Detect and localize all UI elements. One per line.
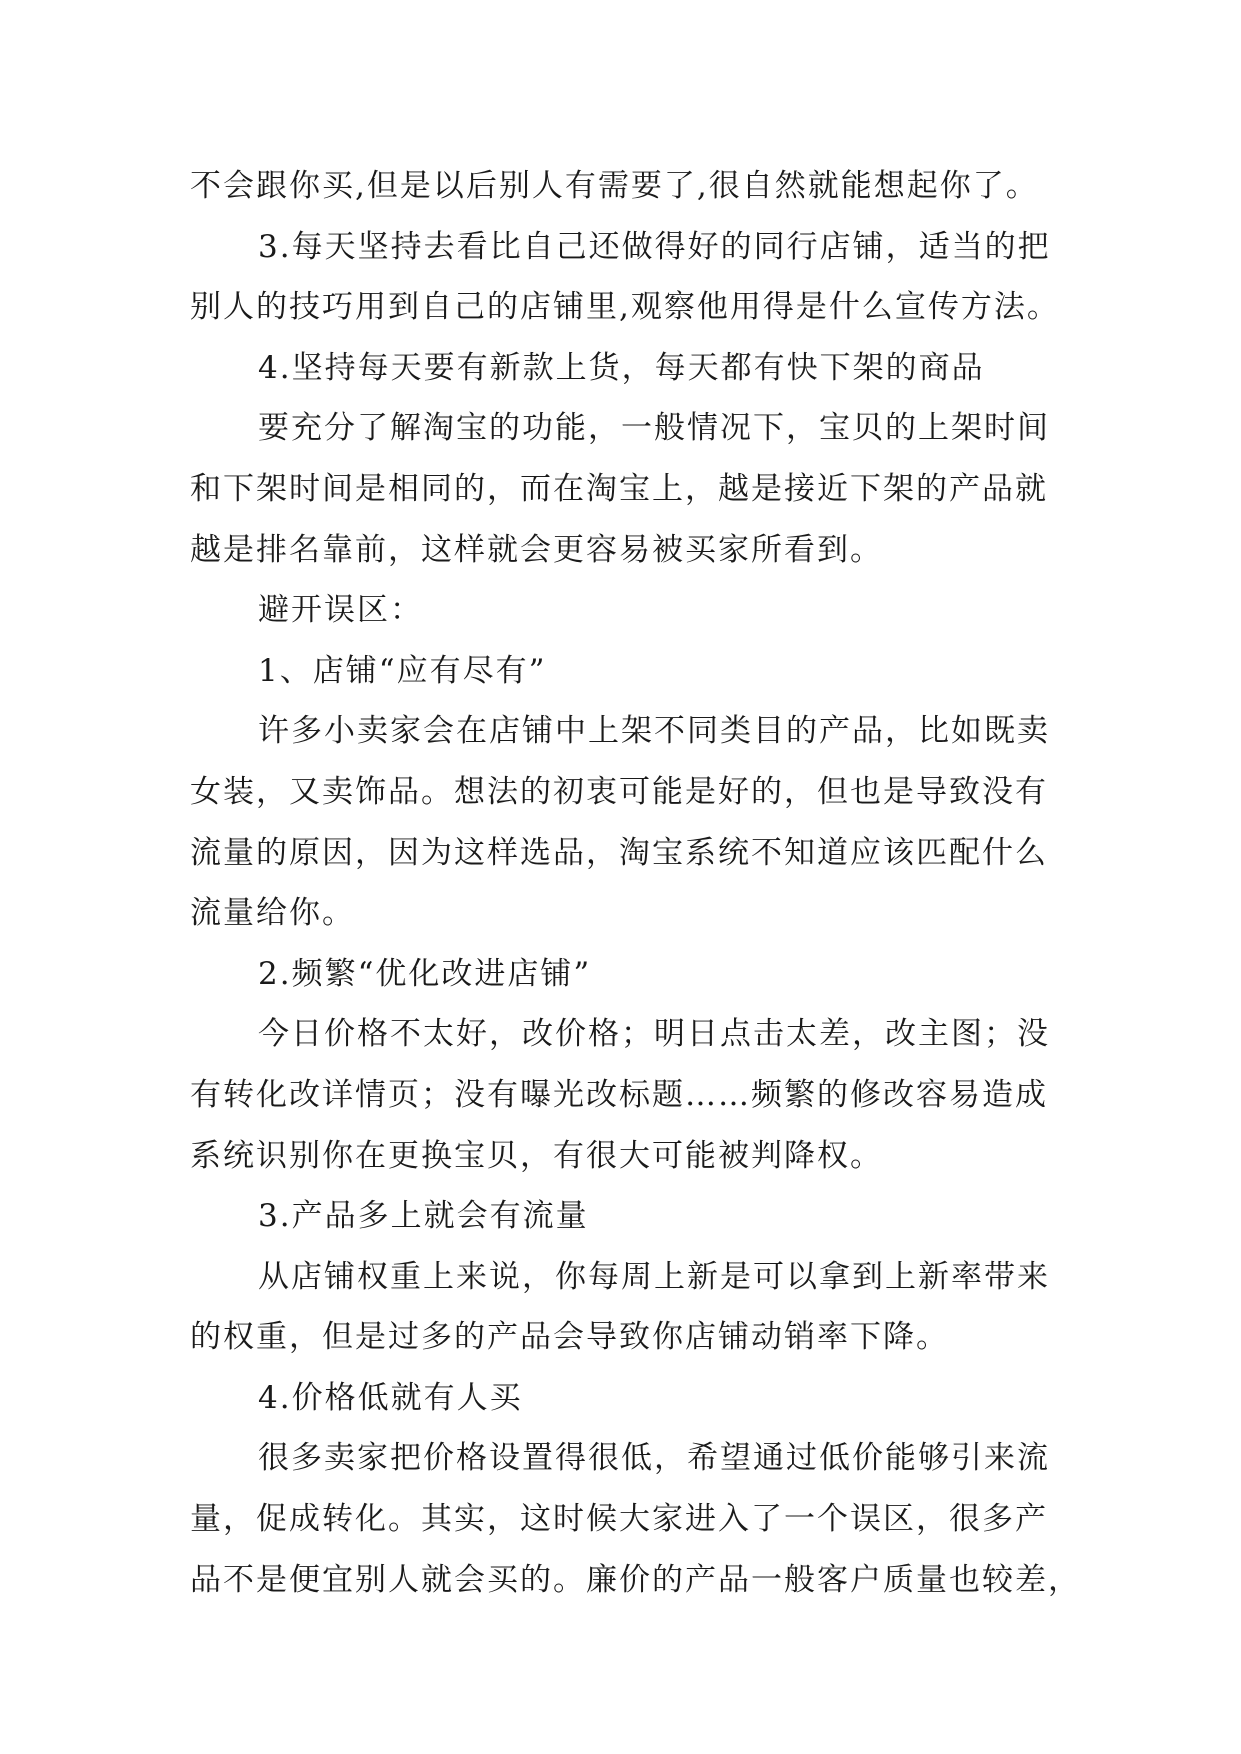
text-line: 4.坚持每天要有新款上货，每天都有快下架的商品 (258, 349, 985, 386)
text-line: 流量的原因，因为这样选品，淘宝系统不知道应该匹配什么 (190, 834, 1048, 871)
section-heading: 避开误区： (258, 592, 423, 629)
text-line: 和下架时间是相同的，而在淘宝上，越是接近下架的产品就 (190, 470, 1048, 507)
list-item-heading: 4.价格低就有人买 (258, 1379, 523, 1416)
text-line: 不会跟你买,但是以后别人有需要了,很自然就能想起你了。 (190, 168, 1039, 204)
body-text (190, 156, 1081, 1610)
text-line: 品不是便宜别人就会买的。廉价的产品一般客户质量也较差， (190, 1561, 1081, 1598)
text-line: 别人的技巧用到自己的店铺里,观察他用得是什么宣传方法。 (190, 289, 1060, 326)
text-line: 从店铺权重上来说，你每周上新是可以拿到上新率带来 (258, 1258, 1050, 1295)
text-line: 流量给你。 (190, 895, 355, 932)
list-item-heading: 1、店铺“应有尽有” (258, 652, 547, 689)
list-item-heading: 2.频繁“优化改进店铺” (258, 955, 592, 992)
text-line: 许多小卖家会在店铺中上架不同类目的产品，比如既卖 (258, 713, 1050, 750)
text-line: 系统识别你在更换宝贝，有很大可能被判降权。 (190, 1137, 883, 1174)
text-line: 要充分了解淘宝的功能，一般情况下，宝贝的上架时间 (258, 410, 1050, 447)
text-line: 女装，又卖饰品。想法的初衷可能是好的，但也是导致没有 (190, 773, 1048, 810)
list-item-heading: 3.产品多上就会有流量 (258, 1198, 589, 1235)
text-line: 越是排名靠前，这样就会更容易被买家所看到。 (190, 531, 883, 568)
text-line: 很多卖家把价格设置得很低，希望通过低价能够引来流 (258, 1440, 1050, 1477)
text-line: 今日价格不太好，改价格；明日点击太差，改主图；没 (258, 1016, 1050, 1053)
text-line: 3.每天坚持去看比自己还做得好的同行店铺，适当的把 (258, 228, 1051, 265)
text-line: 量，促成转化。其实，这时候大家进入了一个误区，很多产 (190, 1501, 1048, 1538)
text-line: 有转化改详情页；没有曝光改标题……频繁的修改容易造成 (190, 1076, 1048, 1113)
text-line: 的权重，但是过多的产品会导致你店铺动销率下降。 (190, 1319, 949, 1356)
